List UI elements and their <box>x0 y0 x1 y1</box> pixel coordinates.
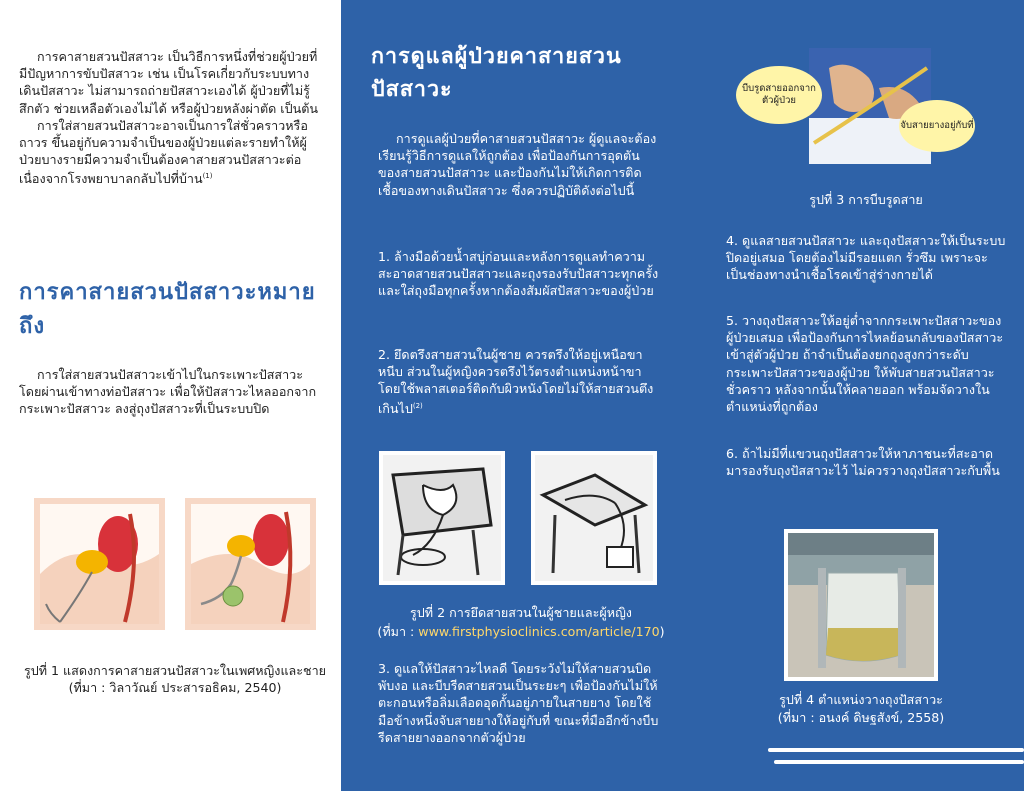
decorative-line-upper <box>768 748 1024 752</box>
figure-2-source: (ที่มา : www.firstphysioclinics.com/article/170) <box>377 624 665 639</box>
figure-3-caption: รูปที่ 3 การบีบรูดสาย <box>809 192 923 207</box>
intro-paragraph-2: การใส่สายสวนปัสสาวะอาจเป็นการใส่ชั่วคราวหรือถาวร ขึ้นอยู่กับความจำเป็นของผู้ป่วยแต่ละรายทำให้ผู้ป่วยบางรายมีความจำเป็นต้องคาสายสวนปัสสาวะต่อเนื่องจากโรงพยาบาลกลับไปที่บ้าน$^{(1)}$ <box>19 117 308 187</box>
care-step-2: 2. ยึดตรึงสายสวนในผู้ชาย ควรตรึงให้อยู่เหนือขาหนีบ ส่วนในผู้หญิงควรตรึงไว้ตรงตำแหน่งหน้าขา โดยใช้พลาสเตอร์ติดกับผิวหนังโดยไม่ให้สายสวนตึงเกินไป$^{(2)}$ <box>378 347 654 416</box>
figure-1-male-image <box>185 498 316 630</box>
care-intro: การดูแลผู้ป่วยที่คาสายสวนปัสสาวะ ผู้ดูแลจะต้องเรียนรู้วิธีการดูแลให้ถูกต้อง เพื่อป้องกันการอุดตันของสายสวนปัสสาวะ และป้องกันไม่ให้เกิดการติดเชื้อของทางเดินปัสสาวะ ซึ่งควรปฏิบัติดังต่อไปนี้ <box>378 131 657 198</box>
reference-1: (1) <box>202 172 213 181</box>
figure-2-male-fixation-image <box>379 451 505 585</box>
care-step-1: 1. ล้างมือด้วยน้ำสบู่ก่อนและหลังการดูแลทำความสะอาดสายสวนปัสสาวะและถุงรองรับปัสสาวะทุกครั้ง และใส่ถุงมือทุกครั้งหากต้องสัมผัสปัสสาวะของผู้ป่วย <box>378 249 659 299</box>
definition-heading: การคาสายสวนปัสสาวะหมายถึง <box>19 280 316 339</box>
decorative-line-lower <box>774 760 1024 764</box>
anatomy-illustration-male <box>191 504 310 624</box>
figure-2-caption: รูปที่ 2 การยึดสายสวนในผู้ชายและผู้หญิง <box>410 605 632 620</box>
anatomy-illustration-female <box>40 504 159 624</box>
care-step-3: 3. ดูแลให้ปัสสาวะไหลดี โดยระวังไม่ให้สายสวนบิด พับงอ และบีบรีดสายสวนเป็นระยะๆ เพื่อป้องกันไม่ให้ตะกอนหรือลิ่มเลือดอุดกั้นอยู่ภายในสายยาง โดยใช้มือข้างหนึ่งจับสายยางให้อยู่กับที่ ขณะที่มืออีกข้างบีบรีดสายยางออกจากตัวผู้ป่วย <box>378 661 659 745</box>
figure-4-image <box>784 529 938 681</box>
intro-block <box>19 48 325 188</box>
figure-2-source-link[interactable]: www.firstphysioclinics.com/article/170 <box>418 624 660 639</box>
figure-4-source: (ที่มา : อนงค์ ดิษฐสังข์, 2558) <box>777 710 945 725</box>
urine-bag-photo <box>788 533 934 677</box>
speech-bubble-squeeze: บีบรูดสายออกจากตัวผู้ป่วย <box>736 66 822 124</box>
figure-4-caption: รูปที่ 4 ตำแหน่งวางถุงปัสสาวะ <box>779 692 943 707</box>
care-step-6: 6. ถ้าไม่มีที่แขวนถุงปัสสาวะให้หาภาชนะที่สะอาดมารองรับถุงปัสสาวะไว้ ไม่ควรวางถุงปัสสาวะกับพื้น <box>726 446 1000 479</box>
figure-2-female-fixation-image <box>531 451 657 585</box>
care-heading: การดูแลผู้ป่วยคาสายสวนปัสสาวะ <box>371 44 622 102</box>
panel-care <box>341 0 1024 791</box>
figure-1-caption: รูปที่ 1 แสดงการคาสายสวนปัสสาวะในเพศหญิงและชาย <box>23 663 327 678</box>
figure-1-female-image <box>34 498 165 630</box>
panel-introduction <box>0 0 341 791</box>
speech-bubble-hold: จับสายยางอยู่กับที่ <box>899 100 975 152</box>
catheter-fixation-sketch <box>383 455 501 581</box>
reference-2: (2) <box>412 401 423 410</box>
catheter-fixation-sketch-female <box>535 455 653 581</box>
care-step-5: 5. วางถุงปัสสาวะให้อยู่ต่ำจากกระเพาะปัสสาวะของผู้ป่วยเสมอ เพื่อป้องกันการไหลย้อนกลับของปัสสาวะเข้าสู่ตัวผู้ป่วย ถ้าจำเป็นต้องยกถุงสูงกว่าระดับกระเพาะปัสสาวะของผู้ป่วย ให้พับสายสวนปัสสาวะชั่วคราว หลังจากนั้นให้คลายออก พร้อมจัดวางในตำแหน่งที่ถูกต้อง <box>726 313 1004 415</box>
care-step-4: 4. ดูแลสายสวนปัสสาวะ และถุงปัสสาวะให้เป็นระบบปิดอยู่เสมอ โดยต้องไม่มีรอยแตก รั่วซึม เพราะจะเป็นช่องทางนำเชื้อโรคเข้าสู่ร่างกายได้ <box>726 233 1006 283</box>
figure-1-source: (ที่มา : วิลาวัณย์ ประสารอธิคม, 2540) <box>68 680 282 695</box>
intro-paragraph-1: การคาสายสวนปัสสาวะ เป็นวิธีการหนึ่งที่ช่วยผู้ป่วยที่มีปัญหาการขับปัสสาวะ เช่น เป็นโรคเกี่ยวกับระบบทางเดินปัสสาวะ ไม่สามารถถ่ายปัสสาวะเองได้ ผู้ป่วยที่ไม่รู้สึกตัว ช่วยเหลือตัวเองไม่ได้ หรือผู้ป่วยหลังผ่าตัด เป็นต้น <box>19 49 318 116</box>
definition-paragraph: การใส่สายสวนปัสสาวะเข้าไปในกระเพาะปัสสาวะโดยผ่านเข้าทางท่อปัสสาวะ เพื่อให้ปัสสาวะไหลออกจากกระเพาะปัสสาวะ ลงสู่ถุงปัสสาวะที่เป็นระบบปิด <box>19 367 317 417</box>
